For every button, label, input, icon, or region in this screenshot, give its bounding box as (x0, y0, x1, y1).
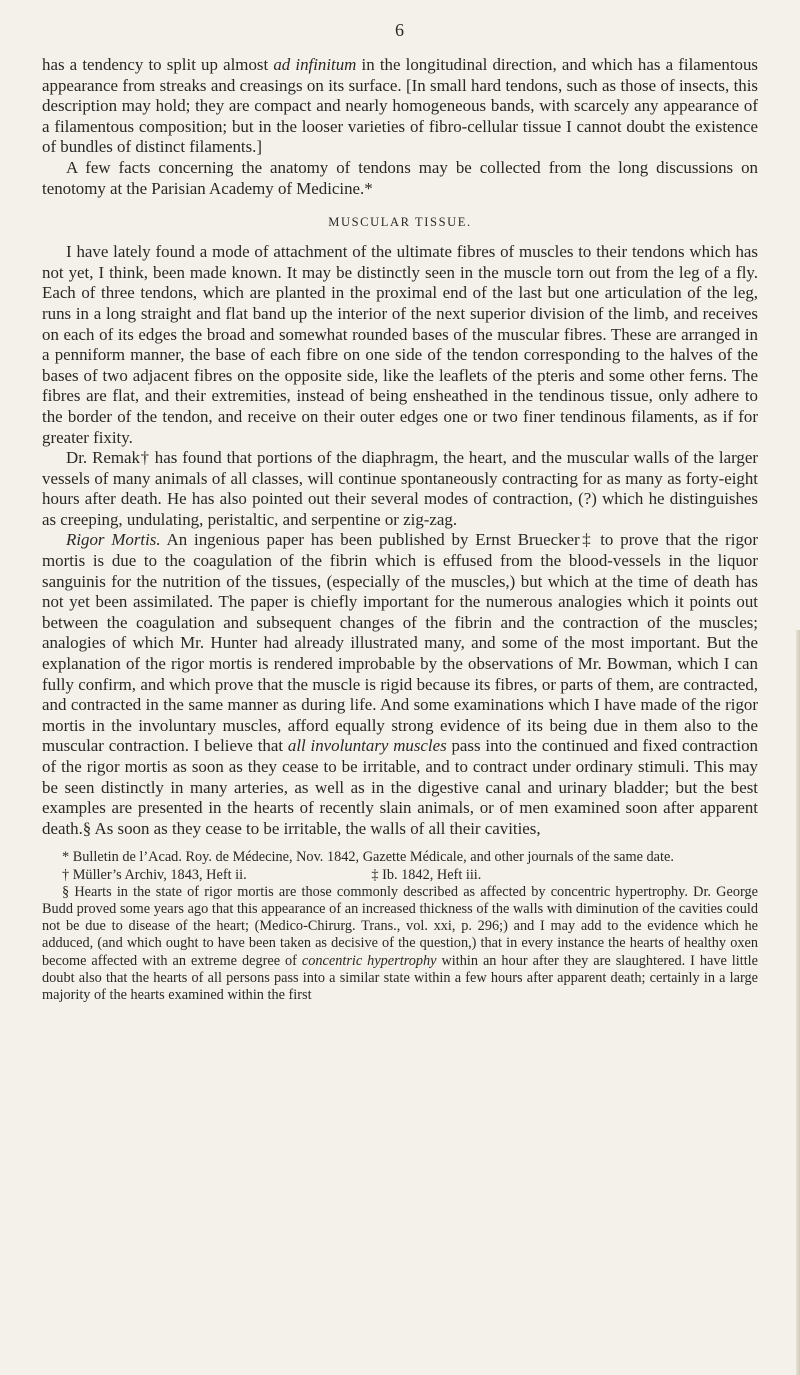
footnote-3: ‡ Ib. 1842, Heft iii. (371, 866, 482, 883)
intro-paragraph-1 (42, 55, 758, 158)
section-heading: MUSCULAR TISSUE. (328, 215, 472, 230)
body-paragraph-attachment: I have lately found a mode of attachment of the ultimate fibres of muscles to their tendons which has not yet, I think, been made known. It may be distinctly seen in the muscle torn out from the leg of a fly. Each of three tendons, which are planted in the proximal end of the last but one articulation of the leg, runs in a long straight and flat band up the interior of the next superior division of the limb, and receives on each of its edges the broad and somewhat rounded bases of the muscular fibres. These are arranged in a penniform manner, the base of each fibre on one side of the tendon corresponding to the halves of the bases of two adjacent fibres on the opposite side, like the leaflets of the pteris and some other ferns. The fibres are flat, and their extremities, instead of being ensheathed in the tendinous tissue, only adhere to the border of the tendon, and receive on their outer edges one or two finer tendinous filaments, as if for greater fixity. (42, 242, 758, 447)
body-paragraph-remak: Dr. Remak† has found that portions of the diaphragm, the heart, and the muscular walls of the larger vessels of many animals of all classes, will continue spontaneously contracting for as many as forty-eight hours after death. He has also pointed out their several modes of contraction, (?) which he distinguishes as creeping, undulating, peristaltic, and serpentine or zig-zag. (42, 448, 758, 529)
rigor-italic-involuntary: all involuntary muscles (287, 736, 447, 756)
footnote-4-text-c: within an hour after they are slaughtered. I have little doubt also that the hearts of all persons pass into a similar state within a few hours after apparent death; certainly in a large majority of the hearts examined within the first (42, 952, 758, 1003)
footnote-4 (42, 884, 758, 1004)
body-paragraph-rigor-mortis (42, 530, 758, 839)
intro-paragraph-2: A few facts concerning the anatomy of tendons may be collected from the long discussions on tenotomy at the Parisian Academy of Medicine.* (42, 157, 758, 198)
rigor-mortis-lead: Rigor Mortis. (66, 530, 161, 550)
page-number: 6 (395, 20, 405, 40)
footnotes (42, 849, 758, 1004)
footnote-4-text-a: § Hearts in the state of rigor mortis are those commonly described as affected by concentric hypertrophy. Dr. George Budd proved some years ago that this appearance of an increased thickness of the walls with diminution of the cavities could not be due to disease of the heart; (Medico-Chirurg. Trans., vol. xxi, p. 296;) and I may add to the evidence which he adduced, (and which ought to have been taken as decisive of the question,) that in every instance the hearts of healthy oxen become affected with an extreme degree of (42, 883, 758, 969)
footnote-4-italic: concentric hypertrophy (301, 952, 437, 969)
rigor-text-a: An ingenious paper has been published by Ernst Bruecker‡ to prove that the rigor mortis is due to the coagulation of the fibrin which is effused from the blood-vessels in the liquor sanguinis for the nutrition of the tissues, (especially of the muscles,) but which at the time of death has not yet been assimilated. The paper is chiefly important for the numerous analogies which it points out between the coagulation and subsequent changes of the fibrin and the contraction of the muscles; analogies of which Mr. Hunter had already illustrated many, and some of the most important. But the explanation of the rigor mortis is rendered improbable by the observations of Mr. Bowman, which I can fully confirm, and which prove that the muscle is rigid because its fibres, or parts of them, are contracted, and contracted in the same manner as during life. And some examinations which I have made of the rigor mortis in the involuntary muscles, afford equally strong evidence of its being due in them also to the muscular contraction. I believe that (42, 530, 758, 756)
intro-p1-text-a: has a tendency to split up almost (42, 55, 274, 74)
page-edge-shadow (796, 630, 800, 1375)
footnote-row-2-3 (42, 867, 758, 884)
intro-p1-italic: ad infinitum (273, 55, 357, 74)
footnote-2: † Müller’s Archiv, 1843, Heft ii. (62, 866, 247, 883)
rigor-text-c: pass into the continued and fixed contraction of the rigor mortis as soon as they cease to be irritable, and to contract under ordinary stimuli. This may be seen distinctly in many arteries, as well as in the digestive canal and urinary bladder; but the best examples are presented in the hearts of recently slain animals, or of men examined soon after apparent death.§ As soon as they cease to be irritable, the walls of all their cavities, (42, 736, 758, 838)
footnote-1: * Bulletin de l’Acad. Roy. de Médecine, Nov. 1842, Gazette Médicale, and other journals of the same date. (62, 849, 674, 866)
intro-p1-text-c: in the longitudinal direction, and which has a filamentous appearance from streaks and creasings on its surface. [In small hard tendons, such as those of insects, this description may hold; they are compact and nearly homogeneous bands, with scarcely any appearance of a filamentous composition; but in the looser varieties of fibro-cellular tissue I cannot doubt the existence of bundles of distinct filaments.] (42, 55, 758, 157)
